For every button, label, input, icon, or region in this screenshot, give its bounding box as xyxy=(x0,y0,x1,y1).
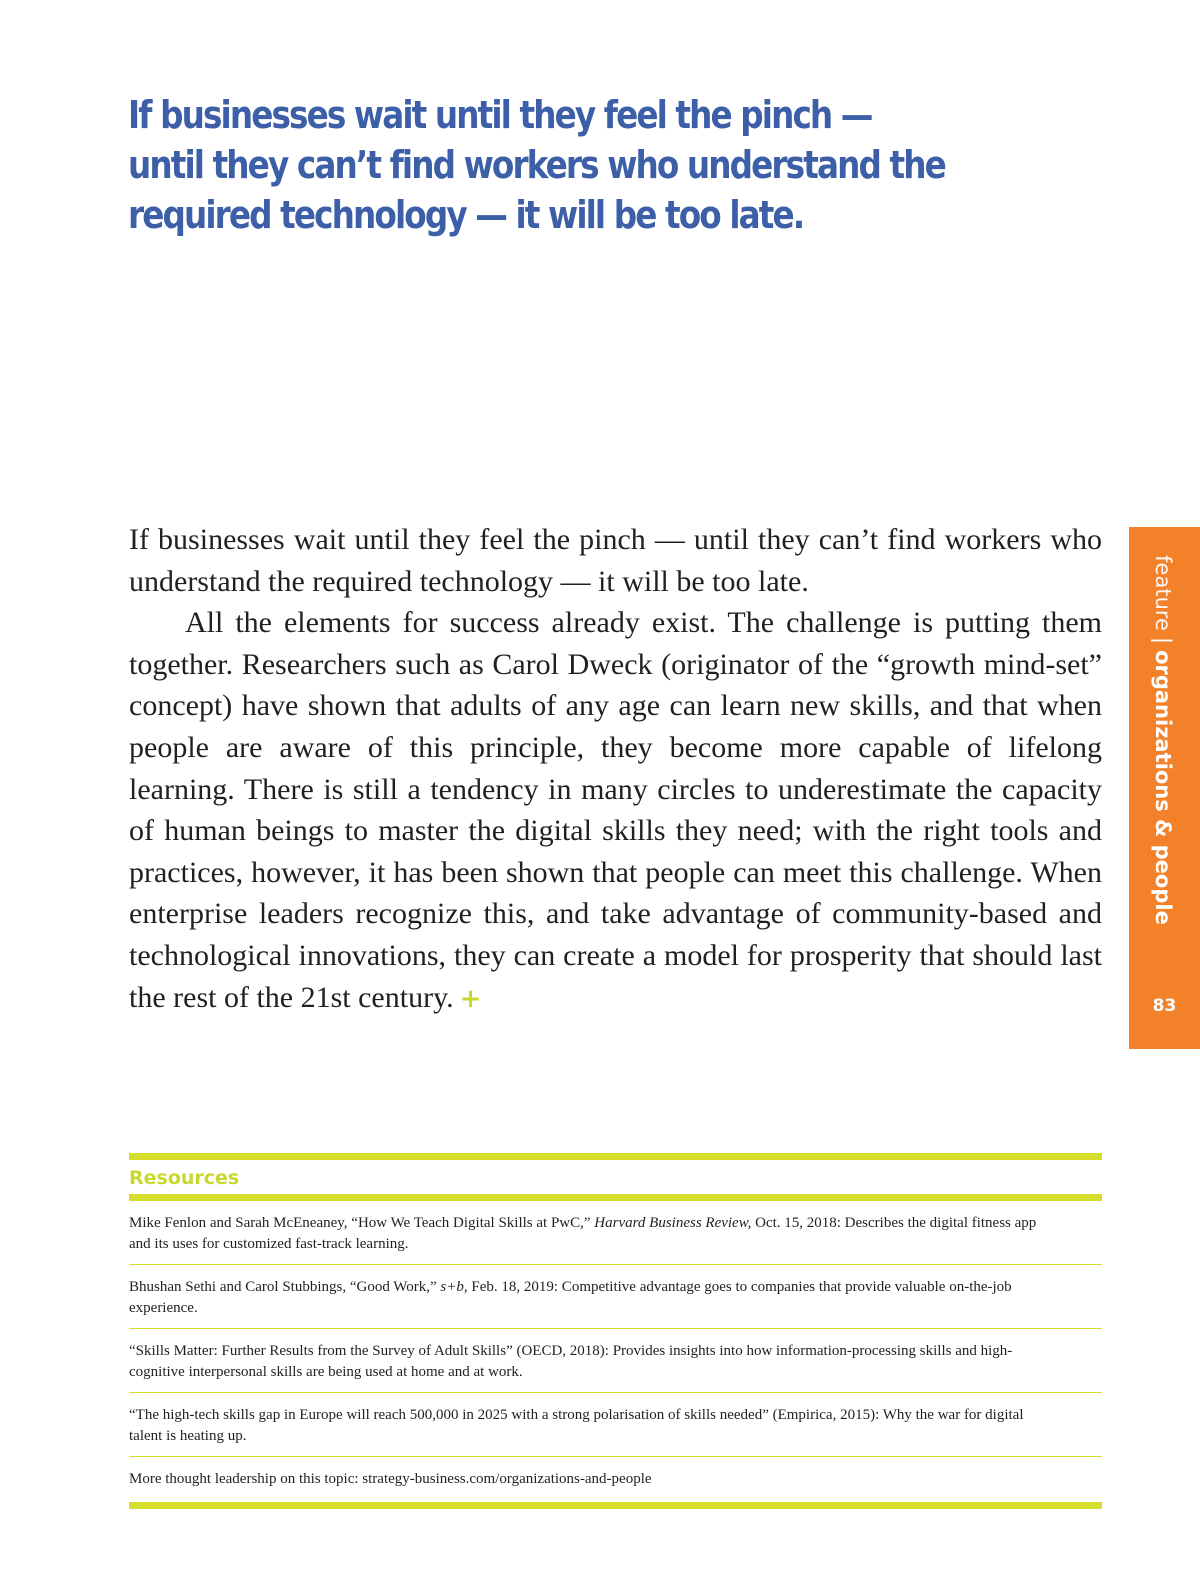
section-name: feature xyxy=(1151,555,1175,631)
end-plus-icon: + xyxy=(459,983,482,1014)
pull-quote-line: required technology — it will be too late. xyxy=(128,193,804,237)
resources-list xyxy=(129,1213,1102,1494)
resources-box xyxy=(129,1153,1102,1509)
resource-item xyxy=(129,1213,1102,1265)
body-paragraph xyxy=(129,602,1102,1020)
resource-item xyxy=(129,1405,1102,1457)
resource-publication: s+b, xyxy=(440,1279,468,1295)
article-body xyxy=(129,519,1102,1020)
resource-item[interactable] xyxy=(129,1469,1102,1494)
resource-text: “The high-tech skills gap in Europe will reach 500,000 in 2025 with a strong polarisation of skills needed” (Empirica, 2015): Why the war for digital talent is heating up. xyxy=(129,1407,1024,1444)
resource-text: Mike Fenlon and Sarah McEneaney, “How We Teach Digital Skills at PwC,” xyxy=(129,1215,595,1231)
resource-text: Feb. 18, 2019: Competitive advantage goes to companies that provide valuable on-the-job experience. xyxy=(129,1279,1012,1316)
pull-quote-line: If businesses wait until they feel the pinch — xyxy=(128,93,872,137)
resource-text: Oct. 15, 2018: Describes the digital fitness app and its uses for customized fast-track learning. xyxy=(129,1215,1037,1252)
resources-heading: Resources xyxy=(129,1167,240,1189)
resources-heading-rule xyxy=(129,1194,1102,1201)
resource-text: “Skills Matter: Further Results from the Survey of Adult Skills” (OECD, 2018): Provides insights into how information-processing skills and high-cognitive interpersonal skills are being used at home and at work. xyxy=(129,1343,1013,1380)
resources-bottom-rule xyxy=(129,1502,1102,1509)
body-paragraph-text: All the elements for success already exist. The challenge is putting them together. Researchers such as Carol Dweck (originator of the “growth mind-set” concept) have shown that adults of any age can learn new skills, and that when people are aware of this principle, they become more capable of lifelong learning. There is still a tendency in many circles to underestimate the capacity of human beings to master the digital skills they need; with the right tools and practices, however, it has been shown that people can meet this challenge. When enterprise leaders recognize this, and take advantage of community-based and technological innovations, they can create a model for prosperity that should last the rest of the 21st century. xyxy=(129,606,1102,1014)
resource-text: Bhushan Sethi and Carol Stubbings, “Good Work,” xyxy=(129,1279,441,1295)
resource-item xyxy=(129,1277,1102,1329)
page-number: 83 xyxy=(1152,996,1177,1016)
resource-item xyxy=(129,1341,1102,1393)
resources-top-rule xyxy=(129,1153,1102,1160)
resource-publication: Harvard Business Review, xyxy=(594,1215,752,1231)
section-separator: | xyxy=(1151,636,1175,645)
section-label xyxy=(1151,555,1175,925)
body-paragraph: If businesses wait until they feel the pinch — until they can’t find workers who understand the required technology — it will be too late. xyxy=(129,523,1102,598)
section-category: organizations & people xyxy=(1151,650,1175,925)
pull-quote-line: until they can’t find workers who understand the xyxy=(128,143,945,187)
pull-quote xyxy=(128,90,945,240)
resource-link-text[interactable]: More thought leadership on this topic: strategy-business.com/organizations-and-people xyxy=(129,1471,652,1487)
